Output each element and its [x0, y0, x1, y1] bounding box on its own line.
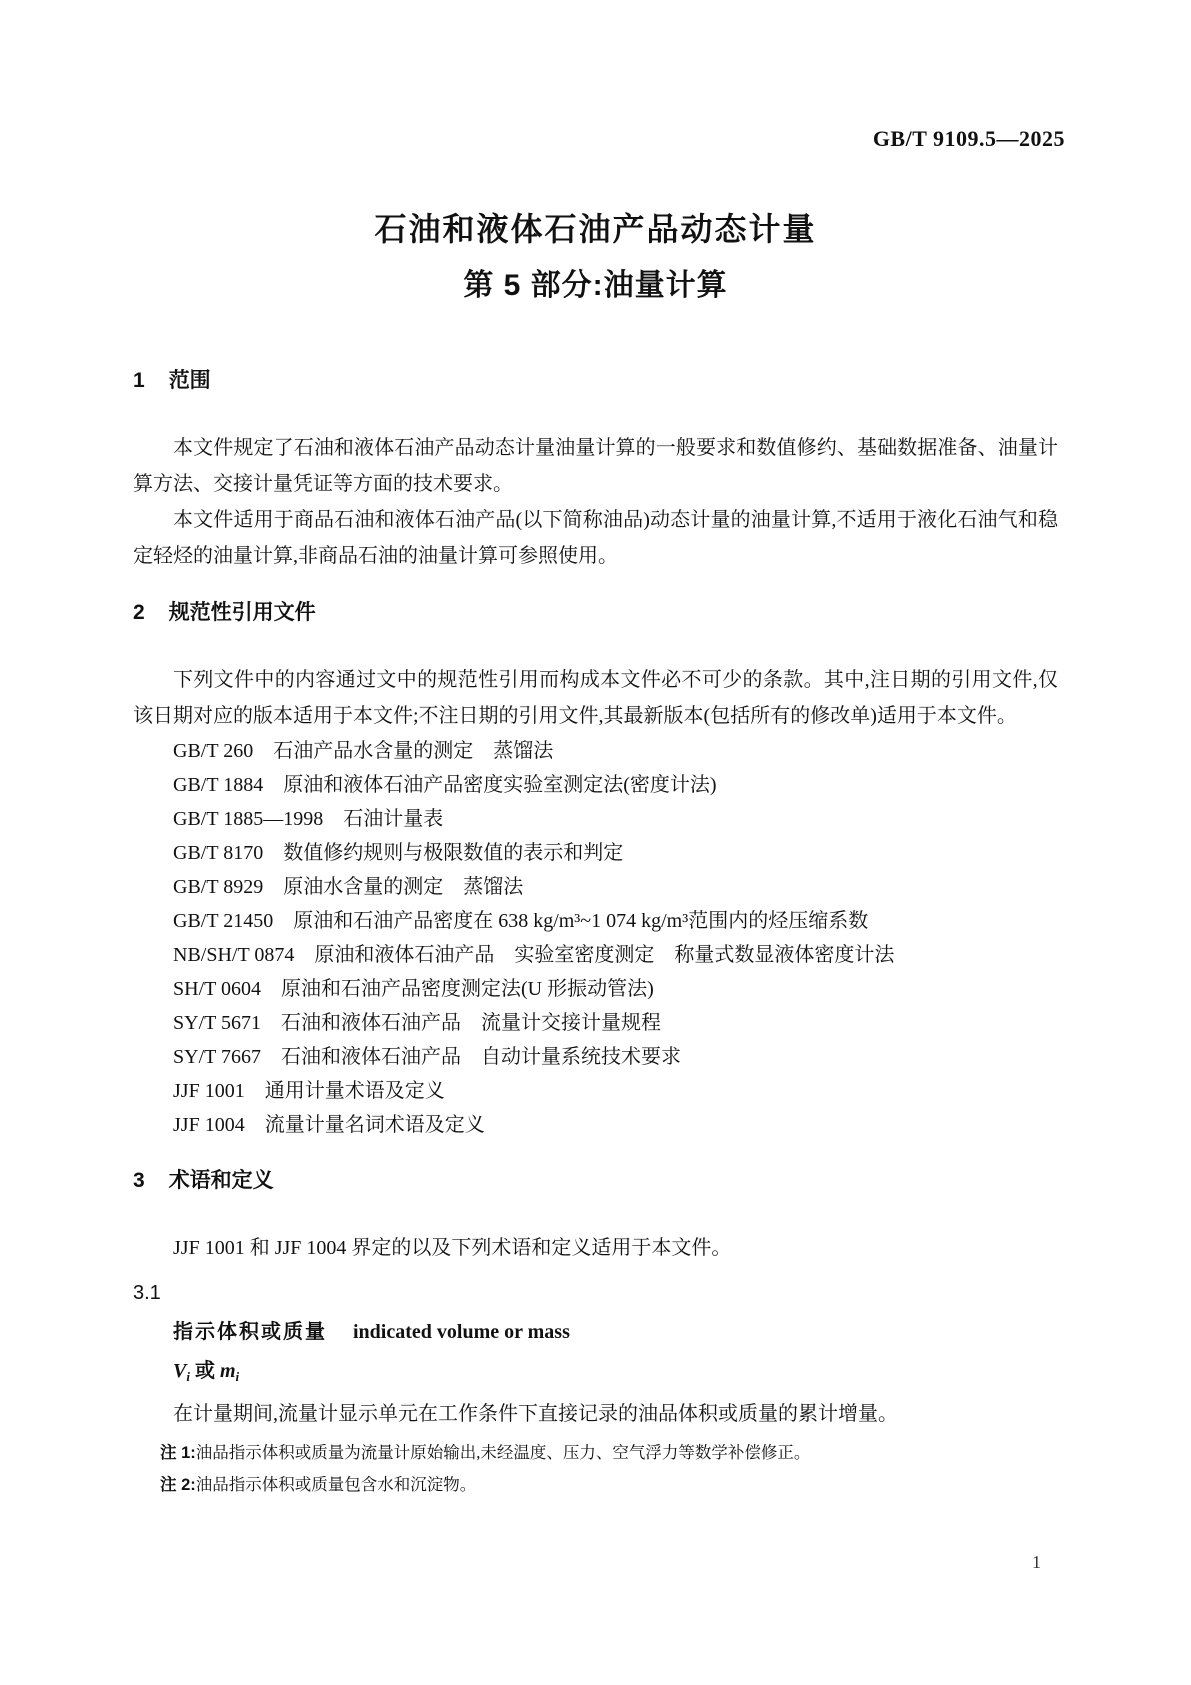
section-3-title: 术语和定义: [168, 1169, 274, 1192]
reference-item: GB/T 1885—1998 石油计量表: [173, 808, 444, 830]
reference-item: SY/T 7667 石油和液体石油产品 自动计量系统技术要求: [173, 1046, 681, 1068]
normative-references-list: [133, 734, 1058, 1142]
term-note-2: [160, 1472, 1058, 1498]
reference-item: JJF 1001 通用计量术语及定义: [173, 1080, 445, 1102]
term-definition: 在计量期间,流量计显示单元在工作条件下直接记录的油品体积或质量的累计增量。: [173, 1403, 898, 1425]
standard-code-header: GB/T 9109.5—2025: [872, 126, 1065, 151]
symbol-mass: m: [219, 1360, 236, 1382]
section-1-title: 范围: [168, 369, 211, 392]
title-line-2: 第 5 部分:油量计算: [463, 269, 728, 302]
note-1-text: 油品指示体积或质量为流量计原始输出,未经温度、压力、空气浮力等数学补偿修正。: [195, 1443, 811, 1462]
section-1-number: 1: [133, 369, 145, 392]
symbol-mass-subscript: i: [235, 1369, 240, 1384]
document-title: [0, 210, 1191, 304]
terms-intro-paragraph: JJF 1001 和 JJF 1004 界定的以及下列术语和定义适用于本文件。: [173, 1237, 732, 1259]
section-2-heading: [133, 600, 1058, 626]
scope-paragraph-1: 本文件规定了石油和液体石油产品动态计量油量计算的一般要求和数值修约、基础数据准备、油量计算方法、交接计量凭证等方面的技术要求。: [133, 437, 1058, 495]
symbol-volume: V: [173, 1360, 187, 1382]
reference-item: GB/T 8929 原油水含量的测定 蒸馏法: [173, 876, 524, 898]
references-intro-paragraph: 下列文件中的内容通过文中的规范性引用而构成本文件必不可少的条款。其中,注日期的引用文件,仅该日期对应的版本适用于本文件;不注日期的引用文件,其最新版本(包括所有的修改单)适用于本文件。: [133, 669, 1058, 727]
reference-item: GB/T 260 石油产品水含量的测定 蒸馏法: [173, 740, 554, 762]
term-number: 3.1: [133, 1282, 161, 1304]
page-number: 1: [1032, 1552, 1041, 1572]
reference-item: GB/T 21450 原油和石油产品密度在 638 kg/m³~1 074 kg/m³范围内的烃压缩系数: [173, 910, 869, 932]
reference-item: SH/T 0604 原油和石油产品密度测定法(U 形振动管法): [173, 978, 654, 1000]
symbol-volume-subscript: i: [186, 1369, 190, 1384]
note-1-label: 注 1:: [160, 1444, 196, 1462]
reference-item: GB/T 1884 原油和液体石油产品密度实验室测定法(密度计法): [173, 774, 717, 796]
section-2-title: 规范性引用文件: [168, 601, 316, 624]
reference-item: GB/T 8170 数值修约规则与极限数值的表示和判定: [173, 842, 624, 864]
document-body: [133, 368, 1058, 1498]
note-2-text: 油品指示体积或质量包含水和沉淀物。: [195, 1475, 477, 1494]
term-title-english: indicated volume or mass: [353, 1321, 570, 1343]
term-title-line: [173, 1318, 1058, 1346]
symbol-separator: 或: [189, 1360, 220, 1382]
reference-item: JJF 1004 流量计量名词术语及定义: [173, 1114, 485, 1136]
section-1-heading: [133, 368, 1058, 394]
section-3-heading: [133, 1168, 1058, 1194]
term-note-1: [160, 1440, 1058, 1466]
term-title-chinese: 指示体积或质量: [173, 1321, 327, 1343]
reference-item: SY/T 5671 石油和液体石油产品 流量计交接计量规程: [173, 1012, 661, 1034]
reference-item: NB/SH/T 0874 原油和液体石油产品 实验室密度测定 称量式数显液体密度计法: [173, 944, 895, 966]
section-2-number: 2: [133, 601, 145, 624]
note-2-label: 注 2:: [160, 1476, 196, 1494]
scope-paragraph-2: 本文件适用于商品石油和液体石油产品(以下简称油品)动态计量的油量计算,不适用于液化石油气和稳定轻烃的油量计算,非商品石油的油量计算可参照使用。: [133, 509, 1058, 567]
title-line-1: 石油和液体石油产品动态计量: [374, 211, 817, 247]
section-3-number: 3: [133, 1169, 145, 1192]
term-symbol-line: [173, 1356, 1058, 1392]
